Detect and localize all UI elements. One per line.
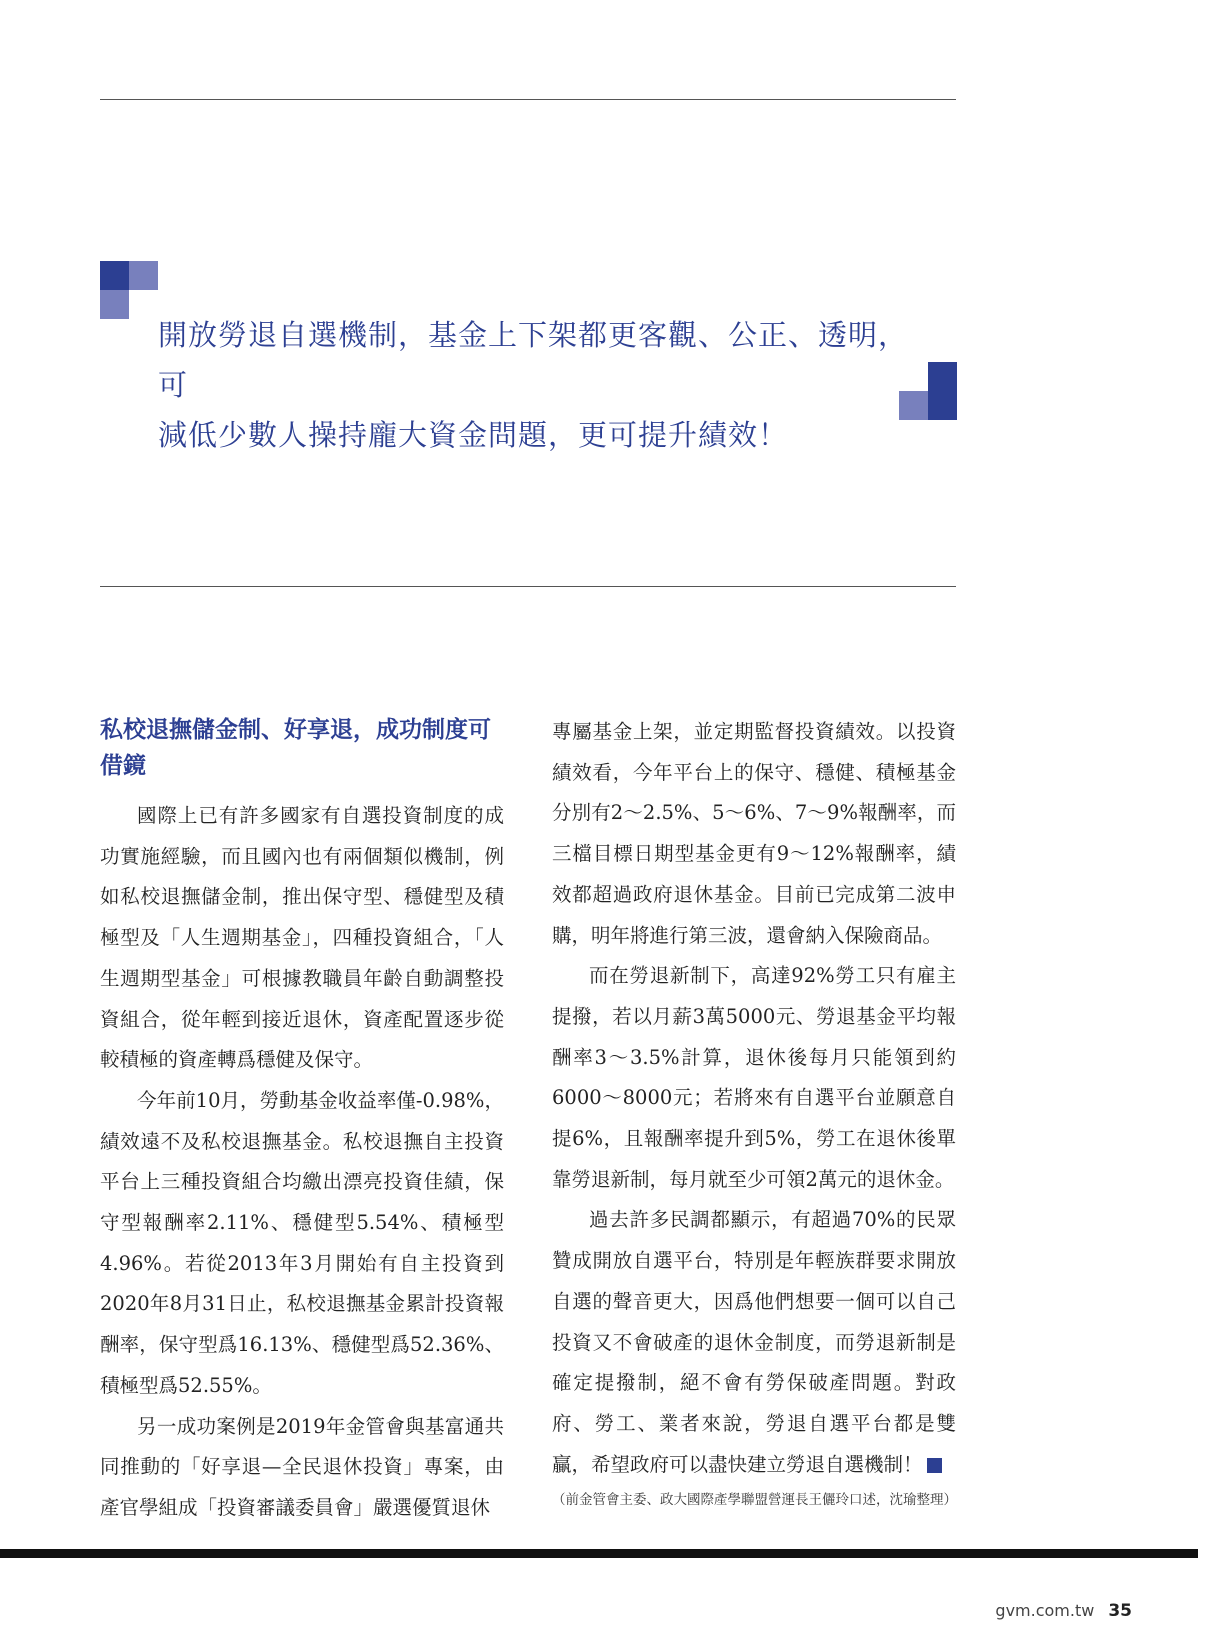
- body-paragraph: 國際上已有許多國家有自選投資制度的成功實施經驗，而且國內也有兩個類似機制，例如私校退撫儲金制，推出保守型、穩健型及積極型及「人生週期基金」，四種投資組合，「人生週期型基金」可根據教職員年齡自動調整投資組合，從年輕到接近退休，資產配置逐步從較積極的資產轉爲穩健及保守。: [100, 804, 504, 1072]
- pull-quote-line-1: 開放勞退自選機制，基金上下架都更客觀、公正、透明，可: [158, 318, 909, 402]
- footer-site: gvm.com.tw: [995, 1601, 1095, 1620]
- top-rule: [100, 99, 956, 100]
- body-paragraph: [552, 1200, 975, 1485]
- pull-quote: [158, 310, 918, 460]
- page-footer: [995, 1601, 1132, 1621]
- page-number: 35: [1108, 1601, 1132, 1621]
- section-heading: 私校退撫儲金制、好享退，成功制度可借鏡: [100, 717, 491, 779]
- middle-rule: [100, 586, 956, 587]
- final-paragraph-text: 過去許多民調都顯示，有超過70%的民眾贊成開放自選平台，特別是年輕族群要求開放自選的聲音更大，因爲他們想要一個可以自己投資又不會破產的退休金制度，而勞退新制是確定提撥制，絕不會有勞保破產問題。對政府、勞工、業者來說，勞退自選平台都是雙贏，希望政府可以盡快建立勞退自選機制！: [552, 1208, 956, 1476]
- left-column: [100, 712, 504, 1529]
- article-credit: （前金管會主委、政大國際產學聯盟營運長王儷玲口述，沈瑜整理）: [552, 1492, 957, 1508]
- end-mark-icon: G: [927, 1458, 942, 1473]
- bottom-bar: [0, 1549, 1198, 1558]
- body-paragraph: 另一成功案例是2019年金管會與基富通共同推動的「好享退—全民退休投資」專案，由產官學組成「投資審議委員會」嚴選優質退休: [100, 1414, 504, 1519]
- pull-quote-line-2: 減低少數人操持龐大資金問題，更可提升績效！: [158, 418, 789, 452]
- body-paragraph: 今年前10月，勞動基金收益率僅-0.98%，績效遠不及私校退撫基金。私校退撫自主投資平台上三種投資組合均繳出漂亮投資佳績，保守型報酬率2.11%、穩健型5.54%、積極型4.96%。若從2013年3月開始有自主投資到2020年8月31日止，私校退撫基金累計投資報酬率，保守型爲16.13%、穩健型爲52.36%、積極型爲52.55%。: [100, 1088, 504, 1397]
- body-paragraph: 而在勞退新制下，高達92%勞工只有雇主提撥，若以月薪3萬5000元、勞退基金平均報酬率3～3.5%計算，退休後每月只能領到約6000～8000元；若將來有自選平台並願意自提6%，且報酬率提升到5%，勞工在退休後單靠勞退新制，每月就至少可領2萬元的退休金。: [552, 964, 956, 1191]
- body-paragraph: 專屬基金上架，並定期監督投資績效。以投資績效看，今年平台上的保守、穩健、積極基金分別有2～2.5%、5～6%、7～9%報酬率，而三檔目標日期型基金更有9～12%報酬率，績效都超過政府退休基金。目前已完成第二波申購，明年將進行第三波，還會納入保險商品。: [552, 720, 956, 947]
- right-column: [552, 712, 975, 1485]
